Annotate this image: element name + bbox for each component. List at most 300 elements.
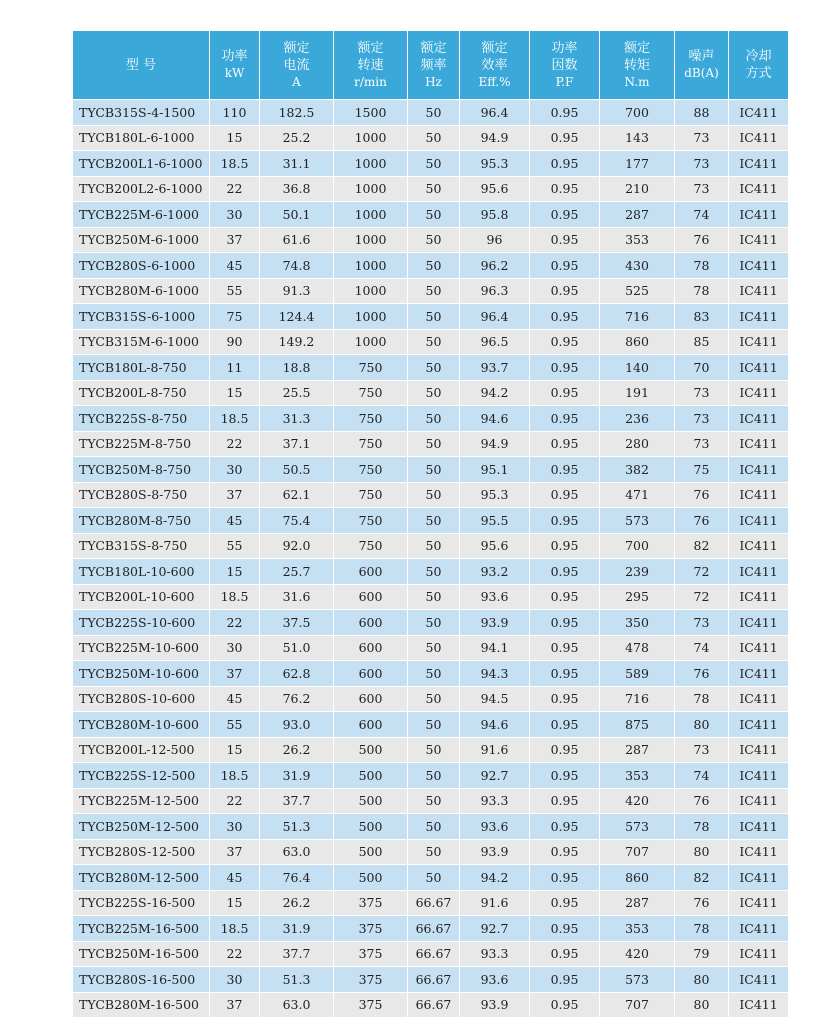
cell-power-factor: 0.95 bbox=[530, 482, 600, 508]
cell-rated-current: 149.2 bbox=[260, 329, 334, 355]
cell-power: 30 bbox=[210, 202, 260, 228]
table-row bbox=[73, 457, 789, 483]
cell-model: TYCB280S-10-600 bbox=[73, 686, 210, 712]
cell-power: 37 bbox=[210, 992, 260, 1018]
cell-rated-speed: 600 bbox=[334, 712, 408, 738]
cell-rated-frequency: 50 bbox=[408, 100, 460, 126]
cell-noise: 76 bbox=[675, 227, 729, 253]
cell-cooling-method: IC411 bbox=[729, 431, 789, 457]
header-rated-efficiency-line: 效率 bbox=[481, 57, 508, 73]
cell-noise: 78 bbox=[675, 278, 729, 304]
cell-rated-current: 31.3 bbox=[260, 406, 334, 432]
cell-rated-current: 31.9 bbox=[260, 916, 334, 942]
cell-model: TYCB315S-8-750 bbox=[73, 533, 210, 559]
cell-rated-torque: 471 bbox=[600, 482, 675, 508]
cell-cooling-method: IC411 bbox=[729, 737, 789, 763]
cell-rated-current: 50.1 bbox=[260, 202, 334, 228]
cell-model: TYCB250M-10-600 bbox=[73, 661, 210, 687]
cell-power-factor: 0.95 bbox=[530, 457, 600, 483]
cell-rated-speed: 600 bbox=[334, 559, 408, 585]
cell-power: 15 bbox=[210, 737, 260, 763]
cell-rated-current: 62.8 bbox=[260, 661, 334, 687]
cell-power-factor: 0.95 bbox=[530, 916, 600, 942]
motor-spec-table bbox=[72, 30, 789, 1018]
table-row bbox=[73, 992, 789, 1018]
cell-rated-efficiency: 94.5 bbox=[460, 686, 530, 712]
cell-rated-torque: 430 bbox=[600, 253, 675, 279]
cell-rated-torque: 140 bbox=[600, 355, 675, 381]
cell-model: TYCB250M-16-500 bbox=[73, 941, 210, 967]
table-row bbox=[73, 100, 789, 126]
cell-noise: 78 bbox=[675, 814, 729, 840]
cell-power-factor: 0.95 bbox=[530, 406, 600, 432]
cell-rated-torque: 860 bbox=[600, 865, 675, 891]
table-row bbox=[73, 661, 789, 687]
cell-rated-current: 37.5 bbox=[260, 610, 334, 636]
cell-model: TYCB280S-8-750 bbox=[73, 482, 210, 508]
cell-power: 15 bbox=[210, 890, 260, 916]
cell-rated-torque: 875 bbox=[600, 712, 675, 738]
cell-model: TYCB180L-10-600 bbox=[73, 559, 210, 585]
cell-rated-efficiency: 93.6 bbox=[460, 967, 530, 993]
table-row bbox=[73, 865, 789, 891]
cell-model: TYCB280S-12-500 bbox=[73, 839, 210, 865]
cell-rated-efficiency: 96.4 bbox=[460, 100, 530, 126]
cell-power: 30 bbox=[210, 635, 260, 661]
table-row bbox=[73, 355, 789, 381]
cell-power: 55 bbox=[210, 712, 260, 738]
cell-rated-frequency: 50 bbox=[408, 380, 460, 406]
table-row bbox=[73, 431, 789, 457]
table-row bbox=[73, 610, 789, 636]
cell-power-factor: 0.95 bbox=[530, 559, 600, 585]
cell-rated-torque: 191 bbox=[600, 380, 675, 406]
cell-power: 55 bbox=[210, 533, 260, 559]
header-rated-torque-line: 额定 bbox=[623, 40, 650, 56]
cell-rated-frequency: 50 bbox=[408, 686, 460, 712]
cell-rated-frequency: 66.67 bbox=[408, 992, 460, 1018]
cell-power-factor: 0.95 bbox=[530, 967, 600, 993]
header-rated-torque-line: 转矩 bbox=[623, 57, 650, 73]
header-rated-speed bbox=[334, 31, 408, 100]
cell-rated-speed: 600 bbox=[334, 686, 408, 712]
cell-power-factor: 0.95 bbox=[530, 533, 600, 559]
cell-cooling-method: IC411 bbox=[729, 151, 789, 177]
header-rated-efficiency bbox=[460, 31, 530, 100]
cell-cooling-method: IC411 bbox=[729, 125, 789, 151]
cell-rated-torque: 239 bbox=[600, 559, 675, 585]
spec-table-container bbox=[72, 30, 788, 1018]
cell-rated-current: 62.1 bbox=[260, 482, 334, 508]
cell-cooling-method: IC411 bbox=[729, 584, 789, 610]
cell-rated-torque: 420 bbox=[600, 941, 675, 967]
cell-rated-frequency: 50 bbox=[408, 508, 460, 534]
cell-power-factor: 0.95 bbox=[530, 329, 600, 355]
cell-rated-torque: 353 bbox=[600, 763, 675, 789]
cell-rated-efficiency: 92.7 bbox=[460, 763, 530, 789]
table-row bbox=[73, 559, 789, 585]
cell-power-factor: 0.95 bbox=[530, 635, 600, 661]
cell-model: TYCB200L-10-600 bbox=[73, 584, 210, 610]
header-rated-current-line: 额定 bbox=[283, 40, 310, 56]
cell-rated-frequency: 50 bbox=[408, 202, 460, 228]
cell-rated-frequency: 50 bbox=[408, 304, 460, 330]
cell-power: 37 bbox=[210, 227, 260, 253]
cell-rated-frequency: 50 bbox=[408, 559, 460, 585]
cell-power-factor: 0.95 bbox=[530, 202, 600, 228]
cell-power: 22 bbox=[210, 431, 260, 457]
cell-rated-torque: 353 bbox=[600, 227, 675, 253]
header-rated-torque bbox=[600, 31, 675, 100]
cell-power-factor: 0.95 bbox=[530, 712, 600, 738]
cell-rated-torque: 295 bbox=[600, 584, 675, 610]
cell-power-factor: 0.95 bbox=[530, 584, 600, 610]
cell-noise: 70 bbox=[675, 355, 729, 381]
cell-cooling-method: IC411 bbox=[729, 992, 789, 1018]
cell-rated-frequency: 50 bbox=[408, 151, 460, 177]
table-row bbox=[73, 278, 789, 304]
table-row bbox=[73, 635, 789, 661]
cell-rated-speed: 500 bbox=[334, 763, 408, 789]
cell-cooling-method: IC411 bbox=[729, 686, 789, 712]
cell-rated-efficiency: 93.7 bbox=[460, 355, 530, 381]
cell-rated-efficiency: 93.9 bbox=[460, 992, 530, 1018]
cell-power-factor: 0.95 bbox=[530, 686, 600, 712]
cell-rated-frequency: 50 bbox=[408, 227, 460, 253]
header-power-factor-line: 功率 bbox=[551, 40, 578, 56]
cell-cooling-method: IC411 bbox=[729, 457, 789, 483]
cell-rated-efficiency: 96.2 bbox=[460, 253, 530, 279]
cell-cooling-method: IC411 bbox=[729, 967, 789, 993]
cell-rated-torque: 143 bbox=[600, 125, 675, 151]
cell-noise: 76 bbox=[675, 508, 729, 534]
cell-rated-speed: 750 bbox=[334, 457, 408, 483]
cell-noise: 72 bbox=[675, 584, 729, 610]
header-rated-speed-unit: r/min bbox=[354, 74, 387, 89]
table-row bbox=[73, 839, 789, 865]
cell-power-factor: 0.95 bbox=[530, 253, 600, 279]
header-rated-frequency-line: 额定 bbox=[420, 40, 447, 56]
cell-noise: 76 bbox=[675, 890, 729, 916]
cell-rated-speed: 1000 bbox=[334, 304, 408, 330]
cell-rated-speed: 1000 bbox=[334, 329, 408, 355]
cell-cooling-method: IC411 bbox=[729, 661, 789, 687]
table-row bbox=[73, 737, 789, 763]
cell-rated-efficiency: 91.6 bbox=[460, 890, 530, 916]
table-row bbox=[73, 916, 789, 942]
cell-rated-efficiency: 95.8 bbox=[460, 202, 530, 228]
cell-noise: 73 bbox=[675, 151, 729, 177]
cell-model: TYCB280M-16-500 bbox=[73, 992, 210, 1018]
cell-power-factor: 0.95 bbox=[530, 941, 600, 967]
cell-power: 18.5 bbox=[210, 916, 260, 942]
cell-power: 37 bbox=[210, 661, 260, 687]
header-rated-efficiency-unit: Eff.% bbox=[478, 74, 511, 89]
cell-model: TYCB180L-6-1000 bbox=[73, 125, 210, 151]
cell-rated-current: 91.3 bbox=[260, 278, 334, 304]
cell-rated-speed: 375 bbox=[334, 890, 408, 916]
cell-power: 18.5 bbox=[210, 584, 260, 610]
cell-rated-torque: 573 bbox=[600, 814, 675, 840]
cell-power: 15 bbox=[210, 125, 260, 151]
cell-rated-efficiency: 95.6 bbox=[460, 176, 530, 202]
cell-rated-frequency: 50 bbox=[408, 788, 460, 814]
cell-rated-speed: 750 bbox=[334, 482, 408, 508]
cell-rated-current: 37.7 bbox=[260, 788, 334, 814]
cell-rated-torque: 210 bbox=[600, 176, 675, 202]
cell-noise: 88 bbox=[675, 100, 729, 126]
table-row bbox=[73, 533, 789, 559]
cell-model: TYCB225S-10-600 bbox=[73, 610, 210, 636]
cell-power: 18.5 bbox=[210, 406, 260, 432]
table-row bbox=[73, 304, 789, 330]
cell-cooling-method: IC411 bbox=[729, 227, 789, 253]
header-rated-speed-line: 转速 bbox=[357, 57, 384, 73]
cell-rated-frequency: 50 bbox=[408, 737, 460, 763]
cell-rated-efficiency: 94.6 bbox=[460, 712, 530, 738]
table-row bbox=[73, 202, 789, 228]
cell-rated-frequency: 66.67 bbox=[408, 890, 460, 916]
cell-model: TYCB225M-10-600 bbox=[73, 635, 210, 661]
cell-power-factor: 0.95 bbox=[530, 151, 600, 177]
cell-rated-efficiency: 91.6 bbox=[460, 737, 530, 763]
cell-rated-torque: 350 bbox=[600, 610, 675, 636]
cell-rated-current: 63.0 bbox=[260, 992, 334, 1018]
cell-rated-speed: 1000 bbox=[334, 176, 408, 202]
cell-rated-speed: 500 bbox=[334, 737, 408, 763]
cell-power-factor: 0.95 bbox=[530, 278, 600, 304]
header-rated-frequency-line: 频率 bbox=[420, 57, 447, 73]
table-row bbox=[73, 380, 789, 406]
cell-rated-torque: 420 bbox=[600, 788, 675, 814]
cell-power: 22 bbox=[210, 176, 260, 202]
cell-cooling-method: IC411 bbox=[729, 380, 789, 406]
header-power-line: 功率 bbox=[221, 49, 248, 64]
cell-rated-efficiency: 93.3 bbox=[460, 788, 530, 814]
cell-power: 18.5 bbox=[210, 151, 260, 177]
cell-cooling-method: IC411 bbox=[729, 355, 789, 381]
cell-power-factor: 0.95 bbox=[530, 125, 600, 151]
cell-cooling-method: IC411 bbox=[729, 916, 789, 942]
cell-rated-speed: 1000 bbox=[334, 253, 408, 279]
table-row bbox=[73, 176, 789, 202]
cell-rated-speed: 375 bbox=[334, 967, 408, 993]
cell-cooling-method: IC411 bbox=[729, 406, 789, 432]
cell-rated-torque: 573 bbox=[600, 967, 675, 993]
cell-rated-efficiency: 95.3 bbox=[460, 482, 530, 508]
table-row bbox=[73, 253, 789, 279]
cell-rated-speed: 600 bbox=[334, 635, 408, 661]
cell-cooling-method: IC411 bbox=[729, 329, 789, 355]
cell-power: 30 bbox=[210, 967, 260, 993]
cell-rated-torque: 287 bbox=[600, 890, 675, 916]
cell-rated-frequency: 50 bbox=[408, 253, 460, 279]
cell-rated-efficiency: 96.4 bbox=[460, 304, 530, 330]
cell-rated-current: 63.0 bbox=[260, 839, 334, 865]
cell-model: TYCB280M-12-500 bbox=[73, 865, 210, 891]
cell-rated-speed: 750 bbox=[334, 380, 408, 406]
cell-cooling-method: IC411 bbox=[729, 763, 789, 789]
header-rated-current-line: 电流 bbox=[283, 57, 310, 73]
cell-rated-current: 51.3 bbox=[260, 814, 334, 840]
cell-cooling-method: IC411 bbox=[729, 278, 789, 304]
cell-rated-torque: 700 bbox=[600, 533, 675, 559]
cell-rated-speed: 600 bbox=[334, 610, 408, 636]
cell-rated-torque: 573 bbox=[600, 508, 675, 534]
cell-rated-torque: 716 bbox=[600, 686, 675, 712]
cell-rated-speed: 1500 bbox=[334, 100, 408, 126]
cell-noise: 78 bbox=[675, 253, 729, 279]
cell-cooling-method: IC411 bbox=[729, 202, 789, 228]
cell-cooling-method: IC411 bbox=[729, 176, 789, 202]
cell-noise: 74 bbox=[675, 202, 729, 228]
cell-noise: 74 bbox=[675, 763, 729, 789]
cell-rated-frequency: 50 bbox=[408, 584, 460, 610]
cell-model: TYCB280S-16-500 bbox=[73, 967, 210, 993]
table-row bbox=[73, 712, 789, 738]
header-model-line: 型 号 bbox=[125, 57, 157, 73]
cell-rated-frequency: 66.67 bbox=[408, 967, 460, 993]
cell-power-factor: 0.95 bbox=[530, 737, 600, 763]
table-row bbox=[73, 890, 789, 916]
cell-rated-torque: 280 bbox=[600, 431, 675, 457]
cell-power: 45 bbox=[210, 253, 260, 279]
cell-model: TYCB225M-12-500 bbox=[73, 788, 210, 814]
header-power-factor bbox=[530, 31, 600, 100]
cell-power: 37 bbox=[210, 482, 260, 508]
cell-cooling-method: IC411 bbox=[729, 508, 789, 534]
cell-rated-torque: 707 bbox=[600, 992, 675, 1018]
cell-power-factor: 0.95 bbox=[530, 431, 600, 457]
cell-rated-torque: 589 bbox=[600, 661, 675, 687]
cell-rated-speed: 375 bbox=[334, 992, 408, 1018]
cell-cooling-method: IC411 bbox=[729, 788, 789, 814]
cell-rated-current: 18.8 bbox=[260, 355, 334, 381]
table-row bbox=[73, 406, 789, 432]
header-rated-efficiency-line: 额定 bbox=[481, 40, 508, 56]
cell-noise: 73 bbox=[675, 610, 729, 636]
cell-cooling-method: IC411 bbox=[729, 890, 789, 916]
cell-rated-speed: 1000 bbox=[334, 151, 408, 177]
cell-rated-speed: 1000 bbox=[334, 125, 408, 151]
cell-rated-frequency: 50 bbox=[408, 865, 460, 891]
cell-power: 30 bbox=[210, 814, 260, 840]
cell-rated-torque: 382 bbox=[600, 457, 675, 483]
cell-rated-frequency: 50 bbox=[408, 712, 460, 738]
cell-rated-speed: 750 bbox=[334, 533, 408, 559]
cell-noise: 73 bbox=[675, 125, 729, 151]
cell-rated-torque: 478 bbox=[600, 635, 675, 661]
cell-rated-speed: 500 bbox=[334, 839, 408, 865]
cell-power: 110 bbox=[210, 100, 260, 126]
cell-model: TYCB200L-12-500 bbox=[73, 737, 210, 763]
cell-noise: 79 bbox=[675, 941, 729, 967]
table-row bbox=[73, 227, 789, 253]
cell-noise: 76 bbox=[675, 482, 729, 508]
cell-rated-current: 76.4 bbox=[260, 865, 334, 891]
cell-model: TYCB225S-8-750 bbox=[73, 406, 210, 432]
cell-noise: 80 bbox=[675, 712, 729, 738]
cell-rated-frequency: 50 bbox=[408, 406, 460, 432]
cell-rated-current: 36.8 bbox=[260, 176, 334, 202]
cell-model: TYCB280M-10-600 bbox=[73, 712, 210, 738]
cell-cooling-method: IC411 bbox=[729, 839, 789, 865]
cell-power-factor: 0.95 bbox=[530, 100, 600, 126]
cell-rated-speed: 500 bbox=[334, 865, 408, 891]
cell-rated-frequency: 66.67 bbox=[408, 941, 460, 967]
cell-rated-current: 26.2 bbox=[260, 890, 334, 916]
cell-rated-torque: 287 bbox=[600, 202, 675, 228]
cell-power: 11 bbox=[210, 355, 260, 381]
cell-rated-efficiency: 94.9 bbox=[460, 125, 530, 151]
cell-model: TYCB250M-6-1000 bbox=[73, 227, 210, 253]
header-cooling-method-line: 冷却 bbox=[745, 49, 772, 64]
header-rated-current-unit: A bbox=[292, 74, 301, 89]
cell-rated-efficiency: 94.9 bbox=[460, 431, 530, 457]
cell-power-factor: 0.95 bbox=[530, 610, 600, 636]
cell-power-factor: 0.95 bbox=[530, 304, 600, 330]
cell-power: 15 bbox=[210, 559, 260, 585]
cell-noise: 75 bbox=[675, 457, 729, 483]
cell-rated-frequency: 50 bbox=[408, 661, 460, 687]
header-noise-unit: dB(A) bbox=[684, 66, 719, 80]
cell-rated-current: 50.5 bbox=[260, 457, 334, 483]
cell-noise: 72 bbox=[675, 559, 729, 585]
cell-noise: 78 bbox=[675, 686, 729, 712]
cell-rated-current: 37.1 bbox=[260, 431, 334, 457]
cell-rated-efficiency: 96.5 bbox=[460, 329, 530, 355]
header-power-factor-line: 因数 bbox=[551, 57, 578, 73]
cell-cooling-method: IC411 bbox=[729, 941, 789, 967]
cell-rated-speed: 500 bbox=[334, 814, 408, 840]
cell-power: 30 bbox=[210, 457, 260, 483]
cell-rated-frequency: 50 bbox=[408, 635, 460, 661]
cell-noise: 80 bbox=[675, 839, 729, 865]
cell-rated-frequency: 50 bbox=[408, 355, 460, 381]
header-noise bbox=[675, 31, 729, 100]
cell-rated-efficiency: 94.2 bbox=[460, 380, 530, 406]
cell-cooling-method: IC411 bbox=[729, 865, 789, 891]
cell-power-factor: 0.95 bbox=[530, 788, 600, 814]
cell-rated-frequency: 50 bbox=[408, 610, 460, 636]
cell-rated-current: 61.6 bbox=[260, 227, 334, 253]
table-row bbox=[73, 584, 789, 610]
cell-rated-frequency: 50 bbox=[408, 125, 460, 151]
cell-rated-efficiency: 93.2 bbox=[460, 559, 530, 585]
cell-model: TYCB280M-6-1000 bbox=[73, 278, 210, 304]
cell-cooling-method: IC411 bbox=[729, 482, 789, 508]
header-rated-frequency-unit: Hz bbox=[425, 74, 442, 89]
cell-rated-frequency: 50 bbox=[408, 763, 460, 789]
table-row bbox=[73, 788, 789, 814]
cell-rated-efficiency: 93.6 bbox=[460, 814, 530, 840]
cell-cooling-method: IC411 bbox=[729, 559, 789, 585]
cell-rated-speed: 750 bbox=[334, 508, 408, 534]
cell-model: TYCB280M-8-750 bbox=[73, 508, 210, 534]
cell-rated-speed: 600 bbox=[334, 661, 408, 687]
cell-noise: 73 bbox=[675, 431, 729, 457]
cell-power: 22 bbox=[210, 610, 260, 636]
cell-rated-efficiency: 95.6 bbox=[460, 533, 530, 559]
cell-model: TYCB225M-8-750 bbox=[73, 431, 210, 457]
cell-rated-current: 25.2 bbox=[260, 125, 334, 151]
cell-rated-current: 26.2 bbox=[260, 737, 334, 763]
cell-cooling-method: IC411 bbox=[729, 100, 789, 126]
table-row bbox=[73, 482, 789, 508]
cell-rated-current: 51.0 bbox=[260, 635, 334, 661]
cell-noise: 73 bbox=[675, 737, 729, 763]
cell-rated-frequency: 50 bbox=[408, 457, 460, 483]
